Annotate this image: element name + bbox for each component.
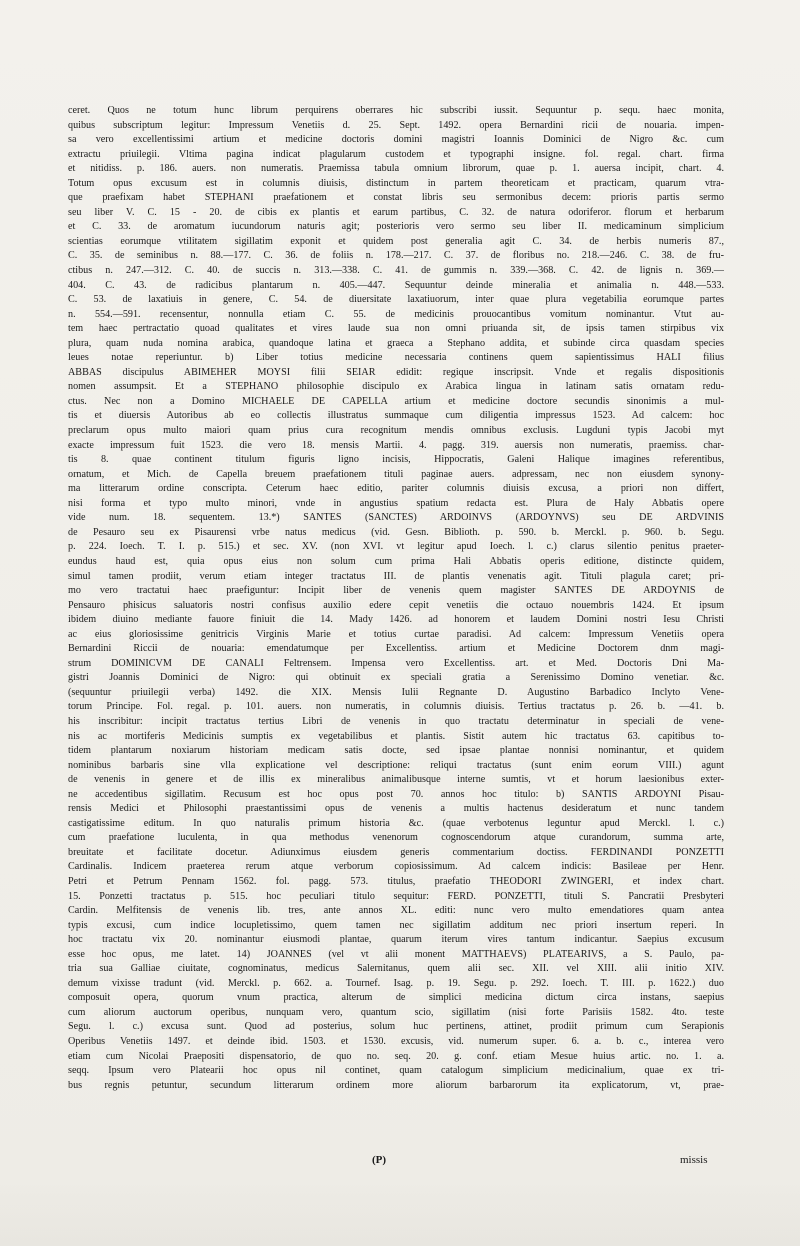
text-line: cum praefatione luculenta, in qua methodus venenorum cognoscendorum atque curandorum, summa arte,: [68, 832, 724, 844]
text-line: tis 8. quae continent titulum figuris ligno incisis, Hippocratis, Galeni Halique imagines referentibus,: [68, 454, 724, 466]
text-line: composuit opera, quorum vnum practica, alterum de simplici medicina dictum circa instans, saepius: [68, 992, 724, 1004]
text-line: nominibus barbaris sine vlla explicatione vel descriptione: reliqui tractatus (sunt enim eorum VIII.) agunt: [68, 759, 724, 771]
text-line: ceret. Quos ne totum hunc librum perquirens oberrares hic subscribi iussit. Sequuntur p. sequ. haec monita,: [68, 105, 724, 116]
text-line: vide num. 18. sequentem. 13.*) SANTES (SANCTES) ARDOINVS (ARDOYNVS) seu DE ARDVINIS: [68, 512, 724, 524]
text-line: gistri Joannis Dominici de Nigro: qui obtinuit ex speciali gratia a Serenissimo Domino venetiar. &c.: [68, 672, 724, 684]
text-line: etiam cum Nicolai Praepositi dispensatorio, de quo no. seq. 20. g. conf. etiam Mesue huius artic. no. 1. a.: [68, 1050, 724, 1062]
text-line: ornatum, et Mich. de Capella breuem praefationem tituli paginae auers. adpressam, nec non eiusdem synony-: [68, 468, 724, 480]
text-line: de Pesauro seu ex Pisaurensi vrbe natus medicus (vid. Gesn. Biblioth. p. 590. b. Merckl. p. 960. b. Segu.: [68, 526, 724, 538]
text-line: breuitate et facilitate docetur. Adiunximus eiusdem generis commentarium doctiss. FERDINANDI PONZETTI: [68, 846, 724, 858]
text-line: ma litterarum ordine conscripta. Ceterum haec editio, pariter columnis diuisis excusa, a priori non differt,: [68, 483, 724, 495]
text-line: et C. 33. de aromatum iucundorum naturis agit; posterioris vero sermo seu liber II. medicaminum simplicium: [68, 221, 724, 233]
text-line: Cardinalis. Indicem praeterea rerum atque verborum copiosissimum. Ad calcem indicis: Basileae per Henr.: [68, 861, 724, 873]
text-line: quibus subscriptum legitur: Impressum Venetiis d. 25. Sept. 1492. opera Bernardini ricii de nouaria. impen-: [68, 119, 724, 131]
text-line: ne accedentibus sigillatim. Recusum est hoc opus post 70. annos hoc titulo: b) SANTIS ARDOYNI Pisau-: [68, 788, 724, 800]
text-line: C. 35. de seminibus n. 88.—177. C. 36. de foliis n. 178.—217. C. 37. de floribus no. 218.—246. C. 38. de fru-: [68, 250, 724, 262]
text-line: exacte impressum fuit 1523. die vero 18. mensis Martii. 4. pagg. 319. auersis non numeratis, praemiss. char-: [68, 439, 724, 451]
text-line: hoc tractatu vix 20. nominantur eiusmodi plantae, quarum iterum vires tantum indicantur. Saepius excusum: [68, 934, 724, 946]
text-line: Pensauro phisicus saluatoris nostri confisus auxilio edere cepit venetiis die octauo nouembris 1424. Et ipsum: [68, 599, 724, 611]
text-line: demum vixisse tradunt (vid. Merckl. p. 662. a. Tournef. Isag. p. 19. Segu. p. 292. Ioech. T. III. p. 1622.) duo: [68, 977, 724, 989]
text-line: nis ac mortiferis Medicinis sumptis ex vegetabilibus et plantis. Sistit autem hic tractatus 63. capitibus to-: [68, 730, 724, 742]
text-line: ctibus n. 247.—312. C. 40. de succis n. 313.—338. C. 41. de gummis n. 339.—368. C. 42. de lignis n. 369.—: [68, 265, 724, 277]
text-line: ABBAS discipulus ABIMEHER MOYSI filii SEIAR edidit: regique inscripsit. Vnde et regalis dispositionis: [68, 366, 724, 378]
text-line: 15. Ponzetti tractatus p. 515. hoc peculiari titulo sequitur: FERD. PONZETTI, tituli S. Pancratii Presbyteri: [68, 890, 724, 902]
text-line: p. 224. Ioech. T. I. p. 515.) et sec. XV. (non XVI. vt legitur apud Ioech. l. c.) clarus silentio penitus praeter-: [68, 541, 724, 553]
text-line: leues notae reperiuntur. b) Liber totius medicine necessaria continens quem sapientissimus HALI filius: [68, 352, 724, 364]
text-line: rensis Medici et Philosophi praestantissimi opus de venenis a multis hactenus desideratum et nunc tandem: [68, 803, 724, 815]
text-line: seu liber V. C. 15 - 20. de cibis ex plantis et earum partibus, C. 32. de natura odoriferor. florum et herbarum: [68, 206, 724, 218]
text-line: de venenis in genere et de illis ex mineralibus animalibusque interne sumtis, vt et horum laesionibus exter-: [68, 774, 724, 786]
text-line: Cardin. Melfitensis de venenis lib. tres, ante annos XL. editi: nunc vero multo emendatiores quam antea: [68, 905, 724, 917]
text-line: 404. C. 43. de radicibus plantarum n. 405.—447. Sequuntur deinde mineralia et animalia n. 448.—533.: [68, 279, 724, 291]
text-line: (sequuntur priuilegii verba) 1492. die XIX. Mensis Iulii Regnante D. Augustino Barbadico Inclyto Vene-: [68, 686, 724, 698]
text-line: C. 53. de laxatiuis in genere, C. 54. de diuersitate laxatiuorum, inter quae plura vegetabilia eorumque partes: [68, 294, 724, 306]
text-line: que praefixam habet STEPHANI praefationem et constat libris seu sermonibus decem: prioris partis sermo: [68, 192, 724, 204]
text-line: torum Principe. Fol. regal. p. 101. auers. non numeratis, in columnis diuisis. Tertius tractatus p. 26. b. —41. b.: [68, 701, 724, 713]
text-line: strum DOMINICVM DE CANALI Feltrensem. Impensa vero Excellentiss. art. et Med. Doctoris Dni Ma-: [68, 657, 724, 669]
text-line: ctus. Nec non a Domino MICHAELE DE CAPELLA artium et medicine doctore secundis sinonimis a mul-: [68, 395, 724, 407]
text-line: plura, quam nuda nomina arabica, quandoque latina et graeca a Stephano addita, et subinde circa quasdam species: [68, 337, 724, 349]
text-line: cum aliorum auctorum operibus, nunquam vero, quantum scio, sigillatim (nisi forte Parisiis 1582. 4to. teste: [68, 1006, 724, 1018]
text-line: sa vero excellentissimi artium et medicine doctoris domini magistri Ioannis Dominici de Nigro &c. cum: [68, 134, 724, 146]
text-line: his inscribitur: incipit tractatus tertius Libri de venenis in quo tractatu determinatur in speciali de vene-: [68, 715, 724, 727]
text-line: simul tamen prodiit, verum etiam integer tractatus III. de plantis venenatis agit. Tituli plagula caret; pri-: [68, 570, 724, 582]
body-text: [68, 104, 724, 1093]
text-line: preclarum opus multo maiori quam prius cura recognitum mendis omnibus exclusis. Lugduni typis Jacobi myt: [68, 425, 724, 437]
paper-shading: [0, 1176, 800, 1246]
text-line: extractu priuilegii. Vltima pagina indicat plagularum custodem et typographi insigne. fol. regal. chart. firma: [68, 148, 724, 160]
text-line: tria sua Galliae ciuitate, cognominatus, medicus Salernitanus, quem alii sec. XII. vel XIII. alii initio XIV.: [68, 963, 724, 975]
text-line: seqq. Ipsum vero Platearii hoc opus nil continet, quam catalogum simplicium medicinalium, quae ex tri-: [68, 1065, 724, 1077]
text-line: ibidem diuino mediante fauore finiuit die 14. Mady 1426. ad honorem et laudem Domini nostri Iesu Christi: [68, 614, 724, 626]
text-line: castigatissime editum. In quo naturalis primum historia &c. (quae verbotenus leguntur apud Merckl. l. c.): [68, 817, 724, 829]
text-line: Petri et Petrum Pennam 1562. fol. pagg. 573. titulus, praefatio THEODORI ZWINGERI, et index chart.: [68, 875, 724, 887]
text-line: tis et diuersis Autoribus ab eo collectis illustratus summaque cum diligentia impressus 1523. Ad calcem: hoc: [68, 410, 724, 422]
catchword: missis: [680, 1154, 708, 1166]
text-line: Segu. l. c.) excusa sunt. Quod ad posterius, solum huc pertinens, attinet, prodiit primum cum Serapionis: [68, 1021, 724, 1033]
text-line: nisi forma et typo multo minori, vnde in angustius spatium redacta est. Plura de Haly Abbatis opere: [68, 497, 724, 509]
text-line: ac eius gloriosissime genitricis Virginis Marie et totius curtae paradisi. Ad calcem: Impressum Venetiis opera: [68, 628, 724, 640]
text-line: tidem plantarum noxiarum historiam medicam satis docte, sed ipsae plantae nonnisi nominantur, et quidem: [68, 745, 724, 757]
text-line: eundus haud est, quia opus eius non solum cum prima Hali Abbatis operis editione, distincte quidem,: [68, 555, 724, 567]
text-line: esse hoc opus, me latet. 14) JOANNES (vel vt alii monent MATTHAEVS) PLATEARIVS, a S. Paulo, pa-: [68, 948, 724, 960]
text-line: mo vero tractatui haec praefiguntur: Incipit liber de venenis quem magister SANTES DE ARDOYNIS de: [68, 585, 724, 597]
text-line: tem haec pertractatio quoad qualitates et vires laude sua non omni priuanda sit, de ipsis tamen stirpibus vix: [68, 323, 724, 335]
text-line: Totum opus excusum est in columnis diuisis, distinctum in partem theoreticam et practicam, quarum vtra-: [68, 177, 724, 189]
text-line: n. 554.—591. recensentur, nonnulla etiam C. 55. de medicinis prouocantibus vomitum nominantur. Vtut au-: [68, 308, 724, 320]
signature-mark: (P): [372, 1154, 387, 1166]
text-line: bus regnis petuntur, secundum litterarum ordinem more aliorum barbarorum ita explicatorum, vt, prae-: [68, 1079, 724, 1091]
text-line: nomen assumpsit. Et a STEPHANO philosophie discipulo ex Arabica lingua in latinam satis ornatam redu-: [68, 381, 724, 393]
text-line: Bernardini Riccii de nouaria: emendatumque per Excellentiss. artium et Medicine Doctorem dnm magi-: [68, 643, 724, 655]
text-line: et nitidiss. p. 186. auers. non numeratis. Praemissa tabula omnium librorum, quae p. 1. auersa incipit, chart. 4.: [68, 163, 724, 175]
text-line: typis excusi, cum indice locupletissimo, quem tamen nec sigillatim additum nec priori insertum reperi. In: [68, 919, 724, 931]
text-line: scientias eorumque vtilitatem sigillatim exponit et quidem post generalia agit C. 34. de herbis numeris 87.,: [68, 235, 724, 247]
text-line: Operibus Venetiis 1497. et deinde ibid. 1503. et 1530. excusis, vid. numerum super. 6. a. b. c., interea vero: [68, 1036, 724, 1047]
